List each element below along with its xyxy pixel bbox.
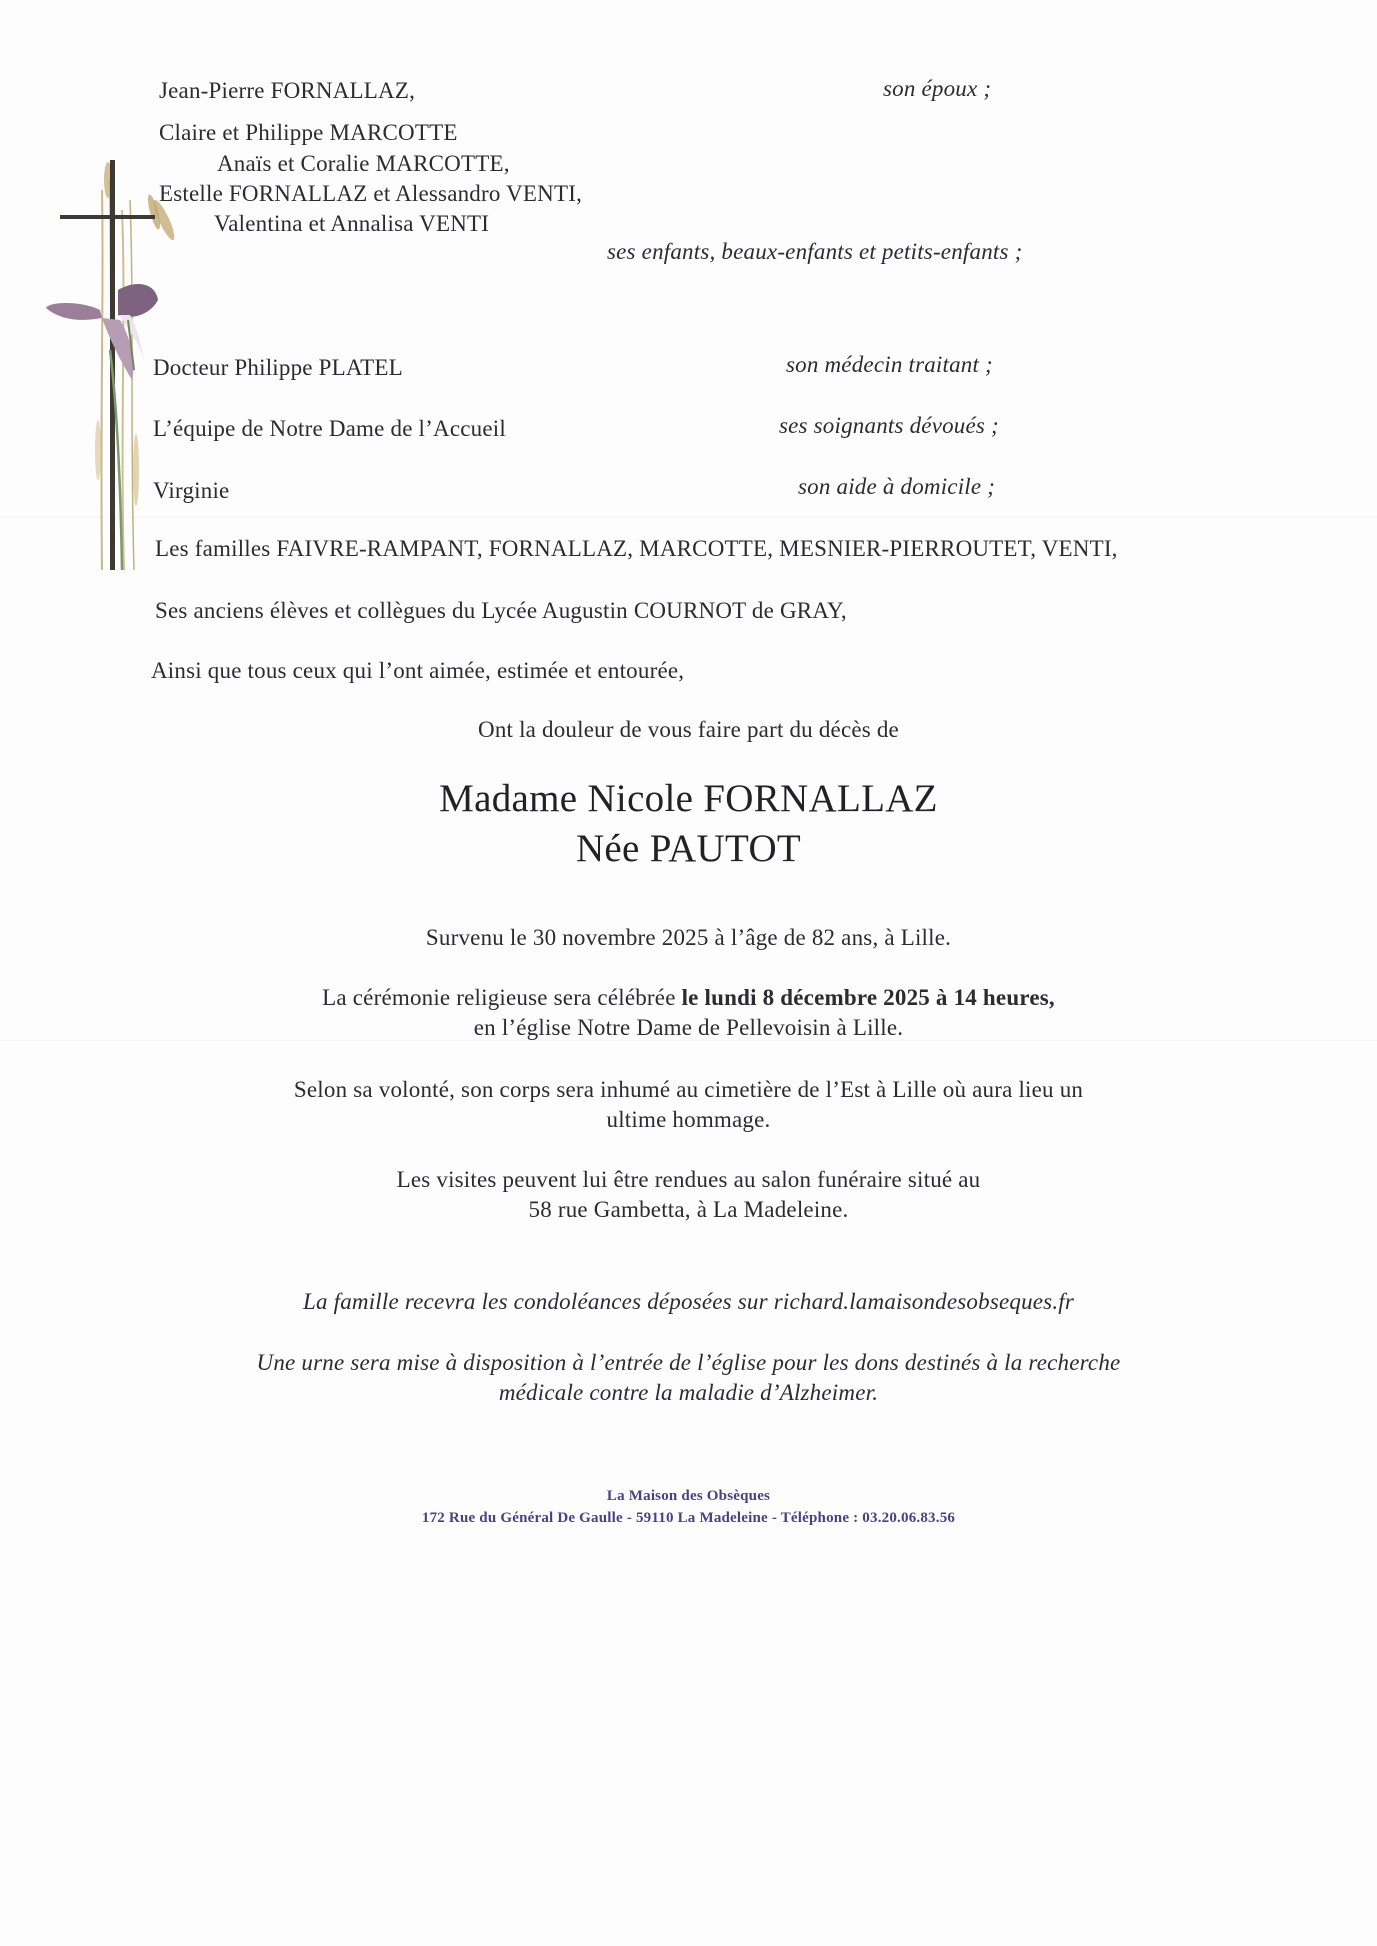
child-2: Estelle FORNALLAZ et Alessandro VENTI, bbox=[159, 181, 583, 206]
all-line: Ainsi que tous ceux qui l’ont aimée, estimée et entourée, bbox=[151, 658, 685, 683]
ceremony-line bbox=[0, 985, 1377, 1011]
footer-company: La Maison des Obsèques bbox=[606, 1488, 771, 1504]
doctor-name: Docteur Philippe PLATEL bbox=[153, 355, 403, 380]
urn-line-1: Une urne sera mise à disposition à l’entrée de l’église pour les dons destinés à la recherche bbox=[256, 1350, 1121, 1375]
visits-line-1: Les visites peuvent lui être rendues au salon funéraire situé au bbox=[396, 1167, 981, 1192]
ceremony-text: La cérémonie religieuse sera célébrée bbox=[322, 985, 682, 1010]
team-role: ses soignants dévoués ; bbox=[779, 413, 999, 438]
intro-line: Ont la douleur de vous faire part du décès de bbox=[478, 717, 899, 742]
students-line: Ses anciens élèves et collègues du Lycée Augustin COURNOT de GRAY, bbox=[155, 598, 847, 623]
burial-line-1: Selon sa volonté, son corps sera inhumé au cimetière de l’Est à Lille où aura lieu un bbox=[293, 1077, 1084, 1102]
ceremony-date: le lundi 8 décembre 2025 à 14 heures, bbox=[681, 985, 1055, 1010]
footer-address: 172 Rue du Général De Gaulle - 59110 La Madeleine - Téléphone : 03.20.06.83.56 bbox=[421, 1510, 956, 1526]
death-line: Survenu le 30 novembre 2025 à l’âge de 82 ans, à Lille. bbox=[425, 925, 952, 950]
ceremony-place: en l’église Notre Dame de Pellevoisin à Lille. bbox=[473, 1015, 904, 1040]
children-role: ses enfants, beaux-enfants et petits-enfants ; bbox=[607, 239, 1023, 264]
deceased-name: Madame Nicole FORNALLAZ bbox=[439, 777, 938, 820]
burial-line-2: ultime hommage. bbox=[606, 1107, 771, 1132]
spouse-name: Jean-Pierre FORNALLAZ, bbox=[159, 78, 416, 103]
visits-line-2: 58 rue Gambetta, à La Madeleine. bbox=[528, 1197, 849, 1222]
fold-line bbox=[0, 517, 1377, 518]
child-1: Claire et Philippe MARCOTTE bbox=[159, 120, 458, 145]
aide-role: son aide à domicile ; bbox=[798, 474, 996, 499]
team-name: L’équipe de Notre Dame de l’Accueil bbox=[153, 416, 506, 441]
fold-line-2 bbox=[0, 1040, 1377, 1041]
maiden-name: Née PAUTOT bbox=[575, 827, 802, 870]
families-line: Les familles FAIVRE-RAMPANT, FORNALLAZ, MARCOTTE, MESNIER-PIERROUTET, VENTI, bbox=[155, 536, 1118, 561]
grandchild-1: Anaïs et Coralie MARCOTTE, bbox=[217, 151, 510, 176]
spouse-role: son époux ; bbox=[883, 76, 992, 101]
condolences-line: La famille recevra les condoléances déposées sur richard.lamaisondesobseques.fr bbox=[302, 1289, 1075, 1314]
urn-line-2: médicale contre la maladie d’Alzheimer. bbox=[498, 1380, 879, 1405]
grandchild-2: Valentina et Annalisa VENTI bbox=[214, 211, 490, 236]
doctor-role: son médecin traitant ; bbox=[786, 352, 993, 377]
aide-name: Virginie bbox=[153, 478, 230, 503]
